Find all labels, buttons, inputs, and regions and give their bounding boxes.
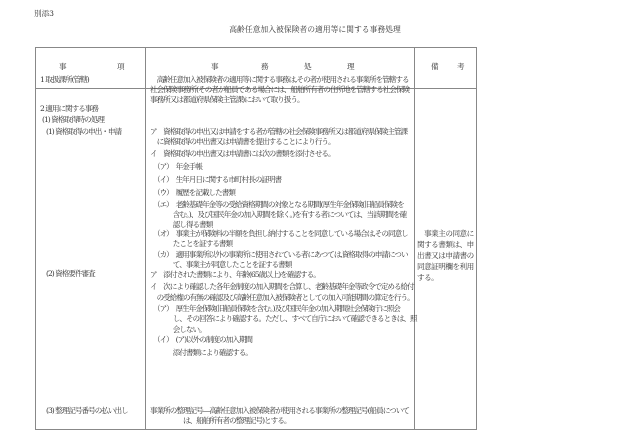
processing-line: 含む。)、及び国民年金の加入期間を除く。)を有する者については、当該期間を確 — [153, 210, 407, 219]
processing-line: （イ） (ア)以外の制度の加入期間 — [153, 335, 253, 344]
item-label: (2) 資格要件審査 — [46, 269, 95, 278]
processing-line: （イ） 生年月日に関する市町村長の証明書 — [153, 175, 282, 184]
header-col2-char: 理 — [347, 62, 355, 71]
processing-line: イ 資格取得の申出書又は申請書には次の書類を添付させる。 — [150, 149, 335, 158]
item-label: (1) 資格取得の申出・申請 — [46, 127, 122, 136]
processing-line: （エ） 老齢基礎年金等の受給資格期間の対象となる期間(厚生年金保険(旧船員保険を — [153, 200, 404, 209]
processing-line: て、事業主が同意したことを証する書類 — [153, 260, 292, 269]
processing-line: たことを証する書類 — [153, 239, 233, 248]
processing-line: 事業所の整理記号―高齢任意加入被保険者が使用される事業所の整理記号(船員について — [150, 406, 409, 415]
remark-line: する。 — [417, 273, 439, 282]
processing-line: し、その回答により確認する。ただし、すべて自庁において確認できるときは、照 — [153, 314, 417, 323]
processing-line: 会しない。 — [153, 325, 206, 334]
processing-line: の受給権の有無の確認及び高齢任意加入被保険者としての加入可能期間の算定を行う。 — [150, 293, 414, 302]
item-label: 2 適用に関する事務 — [40, 104, 98, 113]
header-col1-char: 事 — [59, 62, 67, 71]
processing-line: 高齢任意加入被保険者の適用等に関する事務は,その者が使用される事業所を管轄する — [150, 75, 409, 84]
processing-line: 添付書類により確認する。 — [153, 348, 252, 357]
item-label: 1 取扱課所(管轄) — [40, 75, 89, 84]
processing-line: （カ） 適用事業所以外の事業所に使用されている者にあつては,資格取得の申請につい — [153, 250, 408, 259]
processing-line: 社会保険事務所(その者が船員である場合には、船舶所有者の住所地を管轄する社会保険 — [150, 85, 410, 94]
processing-line: （ア） 厚生年金保険(旧船員保険を含む。)及び国民年金の加入期間社会保険庁に照会 — [153, 304, 400, 313]
header-col2-char: 事 — [211, 62, 219, 71]
header-col2-char: 務 — [261, 62, 269, 71]
remark-line: 出書又は申請書の — [417, 251, 474, 260]
processing-line: に資格取得の申出書又は申請書を提出することにより行う。 — [150, 137, 335, 146]
column-divider — [145, 47, 146, 430]
processing-line: は、船舶所有者の整理記号)とする。 — [150, 416, 291, 425]
header-col3-char: 備 — [431, 62, 439, 71]
processing-line: ア 添付された書類により、年齢(65歳以上)を確認する。 — [150, 270, 320, 279]
item-label: (3) 整理記号番号の払い出し — [46, 406, 128, 415]
processing-line: （ア） 年金手帳 — [153, 162, 202, 171]
processing-line: 事務所又は都道府県保険主管課)において取り扱う。 — [150, 95, 304, 104]
remark-line: 事業主の同意に — [417, 229, 474, 238]
remark-line: 同意証明欄を利用 — [417, 262, 474, 271]
header-col2-char: 処 — [304, 62, 312, 71]
remark-line: 関する書類は、申 — [417, 240, 474, 249]
processing-line: ア 資格取得の申出又は申請をする者が管轄の社会保険事務所又は都道府県保険主管課 — [150, 127, 408, 136]
processing-line: （オ） 事業主が保険料の半額を負担し納付することを同意している場合は,その同意し — [153, 229, 408, 238]
processing-line: イ 次により確認した各年金制度の加入期間を合算し、老齢基礎年金等政令で定める給付 — [150, 282, 414, 291]
processing-line: （ウ） 履歴を記載した書類 — [153, 188, 235, 197]
item-label: (1) 資格取得時の処理 — [42, 115, 104, 124]
header-col3-char: 考 — [457, 62, 465, 71]
page-title: 高齢任意加入被保険者の適用等に関する事務処理 — [229, 25, 401, 34]
column-divider — [414, 47, 415, 430]
processing-line: 認し得る書類 — [153, 220, 213, 229]
header-col1-char: 項 — [117, 62, 125, 71]
attachment-label: 別添3 — [34, 9, 55, 18]
